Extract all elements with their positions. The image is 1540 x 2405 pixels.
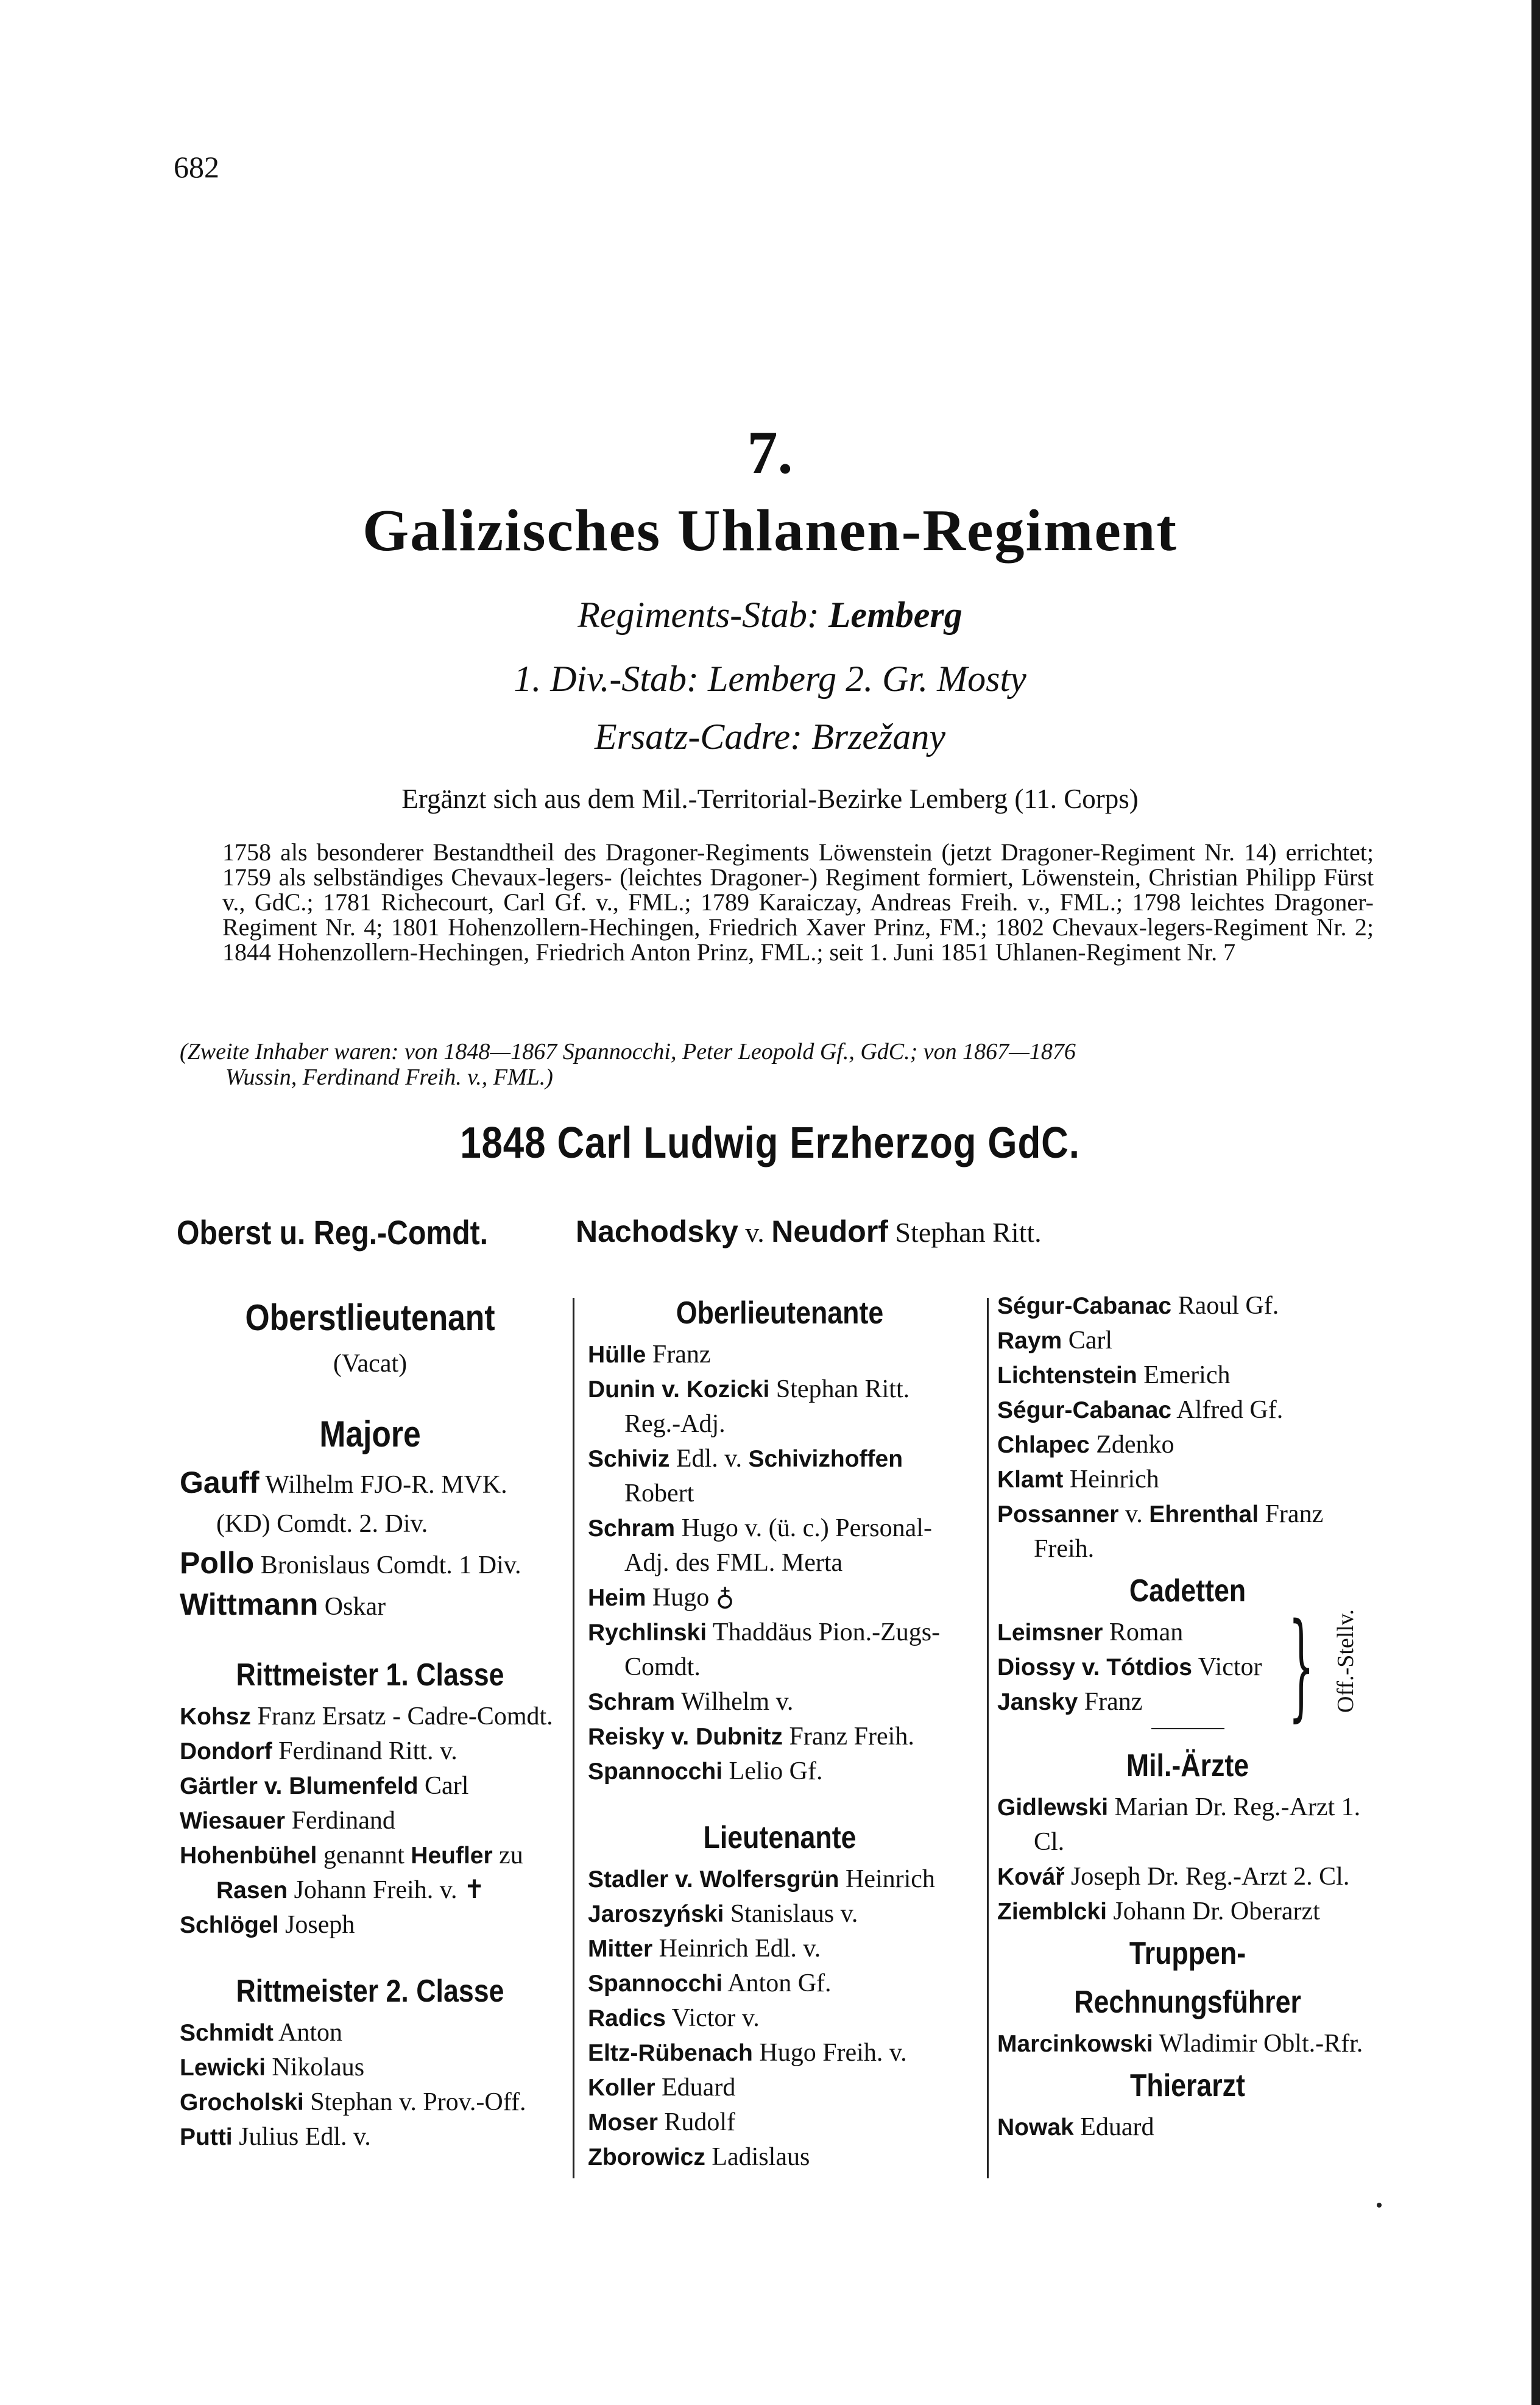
entry-surname: Wiesauer (180, 1808, 286, 1834)
ersatz-cadre (0, 716, 1540, 758)
entry-surname: Mitter (588, 1936, 653, 1962)
entry-text: v. (1118, 1500, 1150, 1528)
entry-surname: Eltz-Rübenach (588, 2040, 753, 2066)
entry-text: Emerich (1137, 1361, 1231, 1389)
entry-text: Zdenko (1089, 1431, 1174, 1459)
oberst-given: Stephan Ritt. (888, 1217, 1042, 1248)
entry-surname: Diossy v. Tótdios (997, 1654, 1192, 1681)
list-entry (180, 2050, 560, 2085)
list-entry (997, 1685, 1284, 1720)
entry-text: Victor v. (665, 2004, 760, 2032)
oberst-rest: Neudorf (771, 1214, 888, 1249)
oberlieutenante-heading: Oberlieutenante (676, 1295, 884, 1331)
entry-text: Heinrich (1063, 1465, 1159, 1493)
cadetten-block (997, 1598, 1378, 1733)
entry-surname: Stadler v. Wolfersgrün (588, 1866, 839, 1893)
page-number: 682 (174, 150, 219, 184)
entry-surname: Heufler (411, 1843, 493, 1869)
entry-surname: Chlapec (997, 1432, 1090, 1458)
entry-text: Julius Edl. v. (232, 2123, 371, 2151)
entry-surname: Spannocchi (588, 1971, 723, 1997)
entry-surname: Schmidt (180, 2020, 274, 2046)
lieutenante-continued-list (997, 1289, 1378, 1567)
entry-surname: Lichtenstein (997, 1362, 1137, 1389)
entry-text: Hugo ♁ (646, 1584, 735, 1612)
list-entry (997, 1428, 1378, 1462)
entry-text: Franz (646, 1341, 711, 1369)
list-entry (588, 1615, 972, 1685)
entry-text: Lelio Gf. (722, 1757, 823, 1785)
rittmeister1-list (180, 1699, 560, 1943)
entry-text: Victor (1192, 1653, 1262, 1681)
entry-surname: Marcinkowski (997, 2031, 1153, 2057)
entry-text: Franz Ersatz - Cadre-Comdt. (251, 1702, 553, 1730)
list-entry (997, 1393, 1378, 1428)
entry-text: genannt (317, 1841, 411, 1869)
ersatz-label: Ersatz-Cadre: (594, 717, 812, 757)
entry-text: Wladimir Oblt.-Rfr. (1153, 2030, 1363, 2058)
list-entry (588, 2070, 972, 2105)
list-entry (997, 1289, 1378, 1323)
entry-text: Edl. v. (669, 1445, 749, 1473)
list-entry (180, 1804, 560, 1838)
oberst-label (177, 1213, 539, 1252)
list-entry (997, 2027, 1378, 2061)
list-entry (588, 1372, 972, 1442)
rechnungsfuehrer-list (997, 2027, 1378, 2061)
entry-text: Joseph Dr. Reg.-Arzt 2. Cl. (1064, 1863, 1350, 1891)
column-divider-right (987, 1298, 989, 2178)
column-1 (180, 1289, 560, 2155)
entry-text: Nikolaus (265, 2053, 365, 2081)
entry-text: Thaddäus Pion.-Zugs-Comdt. (624, 1618, 941, 1681)
lieutenante-list (588, 1862, 972, 2175)
oberstleutnant-heading: Oberstlieutenant (245, 1297, 495, 1338)
list-entry (588, 1897, 972, 1932)
entry-text: Bronislaus Comdt. 1 Div. (254, 1551, 521, 1579)
list-entry (180, 1585, 560, 1626)
majore-heading: Majore (319, 1414, 421, 1454)
list-entry (997, 1790, 1378, 1860)
regiments-stab (0, 594, 1540, 636)
list-entry (588, 1337, 972, 1372)
list-entry (588, 1442, 972, 1511)
entry-text: Alfred Gf. (1171, 1396, 1284, 1424)
entry-surname: Ségur-Cabanac (997, 1397, 1172, 1423)
list-entry (180, 1734, 560, 1769)
oberst-label-text: Oberst u. Reg.-Comdt. (177, 1213, 489, 1252)
list-entry (997, 1860, 1378, 1894)
entry-text: Carl (418, 1772, 469, 1800)
division-line: 1. Div.-Stab: Lemberg 2. Gr. Mosty (514, 659, 1026, 699)
ersatz-place: Brzežany (811, 717, 946, 757)
regiment-name: Galizisches Uhlanen-Regiment (362, 498, 1178, 564)
entry-surname: Klamt (997, 1467, 1064, 1493)
entry-text: Ladislaus (705, 2143, 810, 2171)
list-entry (997, 1323, 1378, 1358)
entry-surname: Gärtler v. Blumenfeld (180, 1773, 419, 1799)
zweite-inhaber (180, 1039, 1374, 1090)
entry-surname: Gidlewski (997, 1794, 1109, 1821)
list-entry (997, 2110, 1378, 2145)
list-entry (180, 2085, 560, 2120)
entry-text: Roman (1103, 1618, 1184, 1646)
entry-surname: Hülle (588, 1342, 646, 1368)
entry-text: Marian Dr. Reg.-Arzt 1. Cl. (1034, 1793, 1361, 1856)
list-entry (588, 2001, 972, 2036)
entry-surname: Jansky (997, 1689, 1078, 1715)
list-entry (180, 1699, 560, 1734)
oberst-surname: Nachodsky (576, 1214, 738, 1249)
entry-surname: Raym (997, 1328, 1062, 1354)
rittmeister2-heading: Rittmeister 2. Classe (236, 1974, 504, 2009)
list-entry (588, 1862, 972, 1897)
entry-surname: Dunin v. Kozicki (588, 1376, 770, 1403)
entry-text: Hugo v. (ü. c.) Personal-Adj. des FML. Merta (624, 1514, 932, 1577)
entry-text: Anton Gf. (722, 1969, 832, 1997)
thierarzt-list (997, 2110, 1378, 2145)
aerzte-list (997, 1790, 1378, 1929)
entry-surname: Kohsz (180, 1704, 251, 1730)
entry-surname: Schiviz (588, 1446, 670, 1472)
history-text: 1758 als besonderer Bestandtheil des Dragoner-Regiments Löwenstein (jetzt Dragoner-Regiment Nr. 14) errichtet; 1759 als selbständiges Chevaux-legers- (leichtes Dragoner-) Regiment formiert, Löwenstein, Christian Philipp Fürst v., GdC.; 1781 Richecourt, Carl Gf. v., FML.; 1789 Karaiczay, Andreas Freih. v., FML.; 1798 leichtes Dragoner-Regiment Nr. 4; 1801 Hohenzollern-Hechingen, Friedrich Xaver Prinz, FM.; 1802 Chevaux-legers-Regiment Nr. 2; 1844 Hohenzollern-Hechingen, Friedrich Anton Prinz, FML.; seit 1. Juni 1851 Uhlanen-Regiment Nr. 7 (222, 838, 1374, 966)
entry-text: zu (492, 1841, 523, 1869)
list-entry (180, 1463, 560, 1543)
list-entry (588, 1511, 972, 1581)
entry-surname: Lewicki (180, 2055, 266, 2081)
list-entry (997, 1894, 1378, 1929)
entry-surname: Koller (588, 2075, 655, 2101)
list-entry (588, 2140, 972, 2175)
entry-text: Johann Freih. v. ✝ (288, 1876, 486, 1904)
entry-text: Raoul Gf. (1171, 1292, 1279, 1320)
entry-surname: Ziemblcki (997, 1899, 1107, 1925)
list-entry (588, 2036, 972, 2070)
entry-surname: Ségur-Cabanac (997, 1293, 1172, 1319)
entry-surname: Hohenbühel (180, 1843, 317, 1869)
entry-surname: Rasen (216, 1877, 288, 1904)
brace: } (1288, 1598, 1315, 1733)
entry-text: Wilhelm v. (675, 1688, 794, 1716)
entry-surname: Possanner (997, 1501, 1119, 1528)
list-entry (588, 2105, 972, 2140)
list-entry (180, 2120, 560, 2155)
entry-surname: Spannocchi (588, 1759, 723, 1785)
stab-label: Regiments-Stab: (578, 595, 828, 635)
lieutenante-heading: Lieutenante (703, 1820, 857, 1855)
majore-list (180, 1463, 560, 1626)
column-divider-left (573, 1298, 574, 2178)
entry-text: Ferdinand Ritt. v. (272, 1737, 457, 1765)
entry-text: Anton (273, 2019, 343, 2047)
regiment-number: 7. (747, 419, 793, 486)
aerzte-heading: Mil.-Ärzte (1126, 1748, 1249, 1783)
entry-surname: Schivizhoffen (748, 1446, 903, 1472)
list-entry (997, 1497, 1378, 1567)
list-entry (588, 1581, 972, 1615)
zweite-line2: Wussin, Ferdinand Freih. v., FML.) (225, 1064, 553, 1090)
entry-text: Franz Freih. (783, 1723, 914, 1751)
entry-text: Ferdinand (285, 1807, 395, 1835)
oberst-mid: v. (738, 1217, 772, 1248)
entry-text: Robert (624, 1479, 694, 1507)
entry-surname: Radics (588, 2005, 666, 2031)
list-entry (588, 1685, 972, 1720)
entry-surname: Kovář (997, 1864, 1065, 1890)
oberst-name (576, 1214, 1042, 1249)
stab-place: Lemberg (828, 595, 962, 635)
column-3 (997, 1289, 1378, 2145)
entry-text: Stanislaus v. (724, 1900, 858, 1928)
inhaber-line: 1848 Carl Ludwig Erzherzog GdC. (460, 1119, 1080, 1167)
entry-surname: Rychlinski (588, 1620, 707, 1646)
entry-surname: Pollo (180, 1546, 255, 1580)
list-entry (997, 1462, 1378, 1497)
list-entry (588, 1754, 972, 1789)
oberlieutenante-list (588, 1337, 972, 1789)
rechnungsfuehrer-heading: Truppen-Rechnungsführer (1074, 1936, 1301, 2020)
zweite-line1: (Zweite Inhaber waren: von 1848—1867 Spannocchi, Peter Leopold Gf., GdC.; von 1867—1876 (180, 1039, 1076, 1064)
entry-surname: Schram (588, 1689, 676, 1715)
entry-text: Stephan Ritt. Reg.-Adj. (624, 1375, 910, 1438)
entry-surname: Schlögel (180, 1912, 279, 1938)
list-entry (997, 1650, 1284, 1685)
entry-surname: Leimsner (997, 1620, 1103, 1646)
column-2 (588, 1289, 972, 2175)
list-entry (588, 1932, 972, 1966)
list-entry (180, 1908, 560, 1943)
short-rule (1151, 1728, 1224, 1729)
stray-dot (1377, 2203, 1382, 2208)
entry-surname: Jaroszyński (588, 1901, 724, 1927)
rittmeister1-heading: Rittmeister 1. Classe (236, 1657, 504, 1693)
entry-surname: Zborowicz (588, 2144, 705, 2170)
list-entry (588, 1966, 972, 2001)
cadetten-list (997, 1615, 1284, 1720)
list-entry (180, 1543, 560, 1585)
list-entry (180, 2016, 560, 2050)
entry-text: Oskar (318, 1593, 386, 1621)
entry-text: Heinrich (839, 1865, 935, 1893)
entry-text: Eduard (655, 2074, 736, 2102)
entry-text: Stephan v. Prov.-Off. (303, 2088, 526, 2116)
entry-surname: Ehrenthal (1149, 1501, 1259, 1528)
entry-text: Rudolf (657, 2108, 736, 2136)
entry-surname: Dondorf (180, 1738, 272, 1765)
entry-text: Joseph (278, 1911, 355, 1939)
history-paragraph (222, 840, 1374, 965)
list-entry (588, 1720, 972, 1754)
entry-text: Franz Freih. (1034, 1500, 1324, 1563)
off-stellv-label: Off.-Stellv. (1333, 1609, 1358, 1713)
entry-surname: Putti (180, 2124, 233, 2150)
list-entry (997, 1358, 1378, 1393)
entry-surname: Grocholski (180, 2089, 304, 2116)
entry-text: Franz (1078, 1688, 1143, 1716)
entry-surname: Gauff (180, 1465, 260, 1500)
entry-text: Hugo Freih. v. (752, 2039, 907, 2067)
thierarzt-heading: Thierarzt (1130, 2068, 1245, 2103)
entry-surname: Moser (588, 2109, 658, 2136)
entry-surname: Nowak (997, 2114, 1074, 2141)
list-entry (997, 1615, 1284, 1650)
entry-surname: Schram (588, 1515, 676, 1542)
page-edge (1531, 0, 1540, 2405)
entry-surname: Wittmann (180, 1587, 319, 1621)
entry-text: Wilhelm FJO-R. MVK. (KD) Comdt. 2. Div. (216, 1471, 507, 1538)
cadetten-heading: Cadetten (1129, 1573, 1246, 1609)
rittmeister2-list (180, 2016, 560, 2155)
list-entry (180, 1769, 560, 1804)
entry-text: Carl (1062, 1326, 1113, 1355)
entry-text: Heinrich Edl. v. (652, 1935, 821, 1963)
vacat-text: (Vacat) (333, 1350, 408, 1378)
ergaenzt-line: Ergänzt sich aus dem Mil.-Territorial-Bezirke Lemberg (11. Corps) (401, 784, 1139, 814)
list-entry (180, 1838, 560, 1908)
entry-text: Johann Dr. Oberarzt (1106, 1897, 1320, 1925)
entry-surname: Reisky v. Dubnitz (588, 1724, 783, 1750)
entry-surname: Heim (588, 1585, 646, 1611)
entry-text: Eduard (1073, 2113, 1154, 2141)
